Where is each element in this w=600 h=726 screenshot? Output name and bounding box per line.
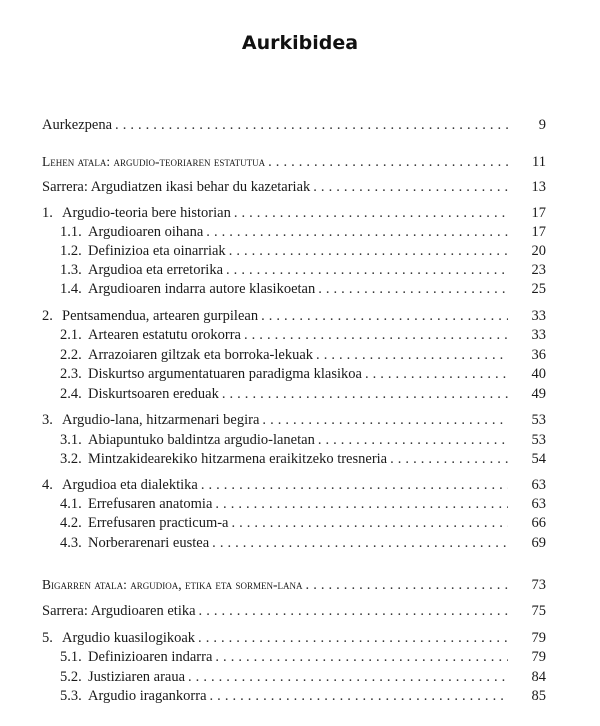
entry-title: Justiziaren araua (88, 669, 186, 685)
entry-page: 49 (531, 386, 546, 402)
toc-entry-section-1-1[interactable] (60, 223, 546, 241)
dot-leader (198, 629, 508, 647)
entry-title: Argudioaren oihana (88, 224, 204, 240)
dot-leader (231, 514, 508, 532)
dot-leader (206, 223, 508, 241)
toc-entry-section-4-3[interactable] (60, 534, 546, 552)
dot-leader (365, 365, 508, 383)
dot-leader (210, 687, 508, 705)
entry-page: 79 (531, 649, 546, 665)
entry-number: 2.4. (60, 386, 82, 402)
entry-number: 3. (42, 412, 53, 428)
entry-title: Errefusaren anatomia (88, 496, 213, 512)
dot-leader (201, 476, 508, 494)
toc-entry-section-1-2[interactable] (60, 242, 546, 260)
dot-leader (222, 385, 508, 403)
dot-leader (244, 326, 508, 344)
entry-page: 79 (531, 630, 546, 646)
toc-entry-section-1-3[interactable] (60, 261, 546, 279)
entry-title: Argudio kuasilogikoak (62, 630, 196, 646)
toc-entry-section-2-1[interactable] (60, 326, 546, 344)
toc-entry-section-1-4[interactable] (60, 280, 546, 298)
entry-number: 1. (42, 205, 53, 221)
entry-title: Sarrera: Argudioaren etika (42, 603, 196, 619)
dot-leader (318, 431, 508, 449)
entry-page: 13 (531, 179, 546, 195)
entry-title: Norberarenari eustea (88, 535, 210, 551)
entry-title: Mintzakidearekiko hitzarmena eraikitzeko tresneria (88, 451, 388, 467)
entry-page: 9 (538, 117, 546, 133)
entry-title: Bigarren atala: argudioa, etika eta sormen-lana (42, 577, 303, 592)
entry-number: 5.1. (60, 649, 82, 665)
toc-entry-section-4-1[interactable] (60, 495, 546, 513)
dot-leader (199, 602, 508, 620)
entry-number: 5.3. (60, 688, 82, 704)
entry-number: 3.1. (60, 432, 82, 448)
toc-entry-section-5-2[interactable] (60, 668, 546, 686)
entry-page: 36 (531, 347, 546, 363)
entry-page: 69 (531, 535, 546, 551)
entry-title: Arrazoiaren giltzak eta borroka-lekuak (88, 347, 314, 363)
dot-leader (268, 153, 512, 171)
entry-title: Definizioaren indarra (88, 649, 213, 665)
dot-leader (316, 346, 508, 364)
entry-title: Aurkezpena (42, 117, 113, 133)
entry-number: 2.3. (60, 366, 82, 382)
toc-entry-chapter-5[interactable] (42, 629, 546, 647)
entry-page: 40 (531, 366, 546, 382)
entry-page: 63 (531, 477, 546, 493)
dot-leader (212, 534, 508, 552)
entry-page: 20 (531, 243, 546, 259)
entry-page: 66 (531, 515, 546, 531)
entry-page: 17 (531, 205, 546, 221)
entry-page: 33 (531, 327, 546, 343)
entry-number: 4.2. (60, 515, 82, 531)
entry-page: 25 (531, 281, 546, 297)
toc-entry-part-2[interactable] (42, 576, 546, 594)
entry-page: 17 (531, 224, 546, 240)
entry-number: 5. (42, 630, 53, 646)
dot-leader (226, 261, 508, 279)
entry-page: 54 (531, 451, 546, 467)
toc-entry-section-5-3[interactable] (60, 687, 546, 705)
dot-leader (234, 204, 508, 222)
entry-page: 63 (531, 496, 546, 512)
entry-title: Argudio iragankorra (88, 688, 207, 704)
toc-entry-aurkezpena[interactable] (42, 116, 546, 134)
entry-number: 3.2. (60, 451, 82, 467)
dot-leader (261, 307, 508, 325)
page-title: Aurkibidea (241, 32, 359, 54)
dot-leader (229, 242, 508, 260)
entry-title: Lehen atala: argudio-teoriaren estatutua (42, 154, 266, 169)
entry-title: Artearen estatutu orokorra (88, 327, 241, 343)
entry-title: Sarrera: Argudiatzen ikasi behar du kazetariak (42, 179, 311, 195)
entry-title: Argudio-teoria bere historian (62, 205, 231, 221)
entry-page: 85 (531, 688, 546, 704)
entry-title: Argudio-lana, hitzarmenari begira (62, 412, 260, 428)
entry-page: 53 (531, 412, 546, 428)
toc-entry-chapter-4[interactable] (42, 476, 546, 494)
entry-number: 4.1. (60, 496, 82, 512)
dot-leader (390, 450, 508, 468)
entry-number: 2.1. (60, 327, 82, 343)
toc-entry-sarrera-2[interactable] (42, 602, 546, 620)
entry-number: 4.3. (60, 535, 82, 551)
entry-page: 33 (531, 308, 546, 324)
toc-entry-section-2-3[interactable] (60, 365, 546, 383)
dot-leader (115, 116, 508, 134)
dot-leader (215, 648, 508, 666)
entry-title: Abiapuntuko baldintza argudio-lanetan (88, 432, 315, 448)
entry-number: 1.4. (60, 281, 82, 297)
toc-entry-chapter-3[interactable] (42, 411, 546, 429)
entry-number: 4. (42, 477, 53, 493)
entry-title: Pentsamendua, artearen gurpilean (62, 308, 259, 324)
toc-entry-sarrera-1[interactable] (42, 178, 546, 196)
entry-number: 5.2. (60, 669, 82, 685)
entry-number: 2.2. (60, 347, 82, 363)
dot-leader (215, 495, 508, 513)
dot-leader (318, 280, 508, 298)
entry-page: 53 (531, 432, 546, 448)
entry-number: 1.2. (60, 243, 82, 259)
entry-title: Definizioa eta oinarriak (88, 243, 226, 259)
toc-entry-part-1[interactable] (42, 153, 546, 171)
toc-entry-chapter-1[interactable] (42, 204, 546, 222)
dot-leader (306, 576, 512, 594)
entry-title: Argudioa eta erretorika (88, 262, 224, 278)
entry-page: 75 (531, 603, 546, 619)
entry-title: Diskurtso argumentatuaren paradigma klasikoa (88, 366, 362, 382)
toc-entry-chapter-2[interactable] (42, 307, 546, 325)
dot-leader (188, 668, 508, 686)
toc-entry-section-3-1[interactable] (60, 431, 546, 449)
dot-leader (262, 411, 508, 429)
entry-page: 11 (532, 154, 546, 170)
toc-entry-section-3-2[interactable] (60, 450, 546, 468)
entry-title: Argudioa eta dialektika (62, 477, 198, 493)
entry-page: 23 (531, 262, 546, 278)
toc-entry-section-2-2[interactable] (60, 346, 546, 364)
toc-entry-section-4-2[interactable] (60, 514, 546, 532)
entry-number: 2. (42, 308, 53, 324)
entry-title: Diskurtsoaren ereduak (88, 386, 219, 402)
toc-entry-section-2-4[interactable] (60, 385, 546, 403)
entry-number: 1.1. (60, 224, 82, 240)
dot-leader (313, 178, 508, 196)
entry-page: 84 (531, 669, 546, 685)
entry-title: Errefusaren practicum-a (88, 515, 229, 531)
entry-number: 1.3. (60, 262, 82, 278)
entry-title: Argudioaren indarra autore klasikoetan (88, 281, 316, 297)
toc-entry-section-5-1[interactable] (60, 648, 546, 666)
entry-page: 73 (531, 577, 546, 593)
